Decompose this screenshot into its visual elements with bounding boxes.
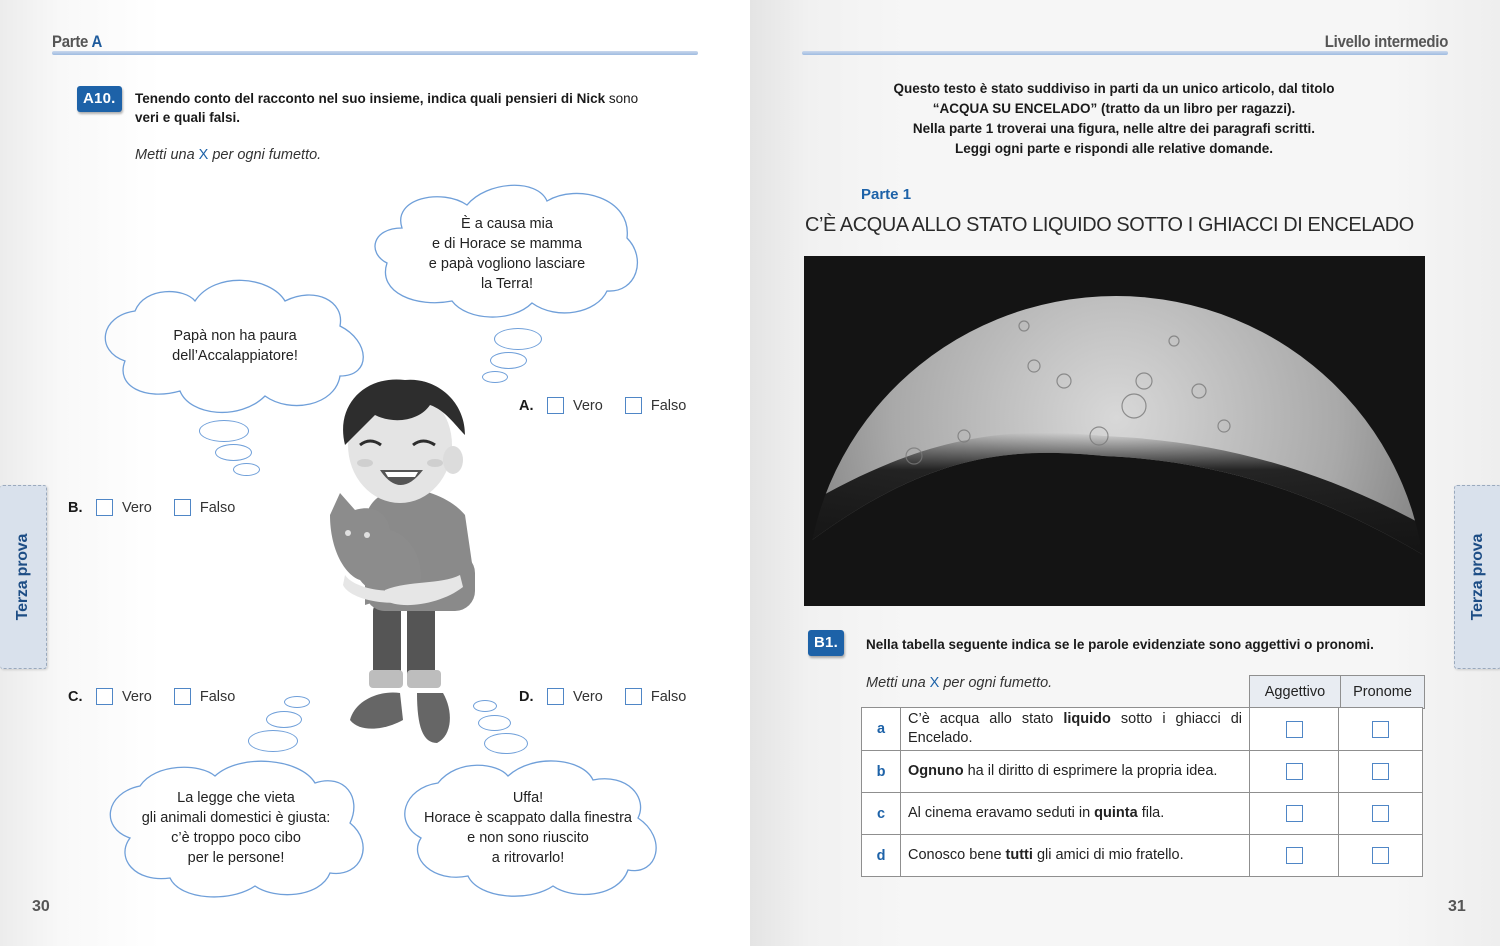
answer-table <box>861 707 1423 877</box>
vero-checkbox[interactable] <box>547 688 564 705</box>
vero-label: Vero <box>122 688 152 705</box>
header-rule <box>52 51 698 55</box>
section-header: Parte A <box>52 32 102 51</box>
page-number: 30 <box>32 898 50 915</box>
falso-label: Falso <box>199 688 236 705</box>
vero-checkbox[interactable] <box>96 499 113 516</box>
page-number: 31 <box>1448 898 1466 915</box>
pronome-checkbox[interactable] <box>1372 763 1389 780</box>
vero-checkbox[interactable] <box>547 397 564 414</box>
cloud-text: Papà non ha paura dell’Accalappiatore! <box>172 328 298 364</box>
falso-checkbox[interactable] <box>625 397 642 414</box>
row-sentence: Al cinema eravamo seduti in quinta fila. <box>901 793 1250 835</box>
thought-bubble <box>494 328 542 350</box>
thought-bubble <box>233 463 260 476</box>
row-sentence: Conosco bene tutti gli amici di mio fratello. <box>901 835 1250 877</box>
vero-checkbox[interactable] <box>96 688 113 705</box>
thought-bubble <box>215 444 252 461</box>
vero-label: Vero <box>573 397 603 414</box>
answer-letter: D. <box>519 688 534 705</box>
thought-bubble <box>248 730 298 752</box>
answer-letter: C. <box>68 688 83 705</box>
moon-image <box>804 256 1425 606</box>
pronome-checkbox[interactable] <box>1372 721 1389 738</box>
vero-label: Vero <box>573 688 603 705</box>
answer-row-c <box>68 688 257 705</box>
table-row <box>862 708 1423 751</box>
falso-label: Falso <box>650 688 687 705</box>
row-sentence: Ognuno ha il diritto di esprimere la propria idea. <box>901 751 1250 793</box>
thought-bubble <box>199 420 249 442</box>
aggettivo-checkbox[interactable] <box>1286 805 1303 822</box>
question-text: Nella tabella seguente indica se le parole evidenziate sono aggettivi o pronomi. <box>866 637 1374 652</box>
table-row <box>862 751 1423 793</box>
table-row <box>862 835 1423 877</box>
thought-cloud-c <box>100 758 372 898</box>
side-tab: Terza prova <box>0 485 47 669</box>
cloud-text: È a causa mia e di Horace se mamma e papà vogliono lasciare la Terra! <box>428 216 586 292</box>
answer-letter: B. <box>68 499 83 516</box>
cloud-text: Uffa! Horace è scappato dalla finestra e non sono riuscito a ritrovarlo! <box>424 790 632 866</box>
row-letter: b <box>862 751 901 793</box>
column-header-pronome: Pronome <box>1341 676 1425 709</box>
answer-row-b <box>68 499 257 516</box>
thought-bubble <box>482 371 508 383</box>
thought-bubble <box>490 352 527 369</box>
article-title: C’È ACQUA ALLO STATO LIQUIDO SOTTO I GHIACCI DI ENCELADO <box>805 213 1414 236</box>
aggettivo-checkbox[interactable] <box>1286 763 1303 780</box>
section-label: Parte 1 <box>861 186 912 203</box>
thought-cloud-a <box>372 183 642 318</box>
column-header-aggettivo: Aggettivo <box>1250 676 1341 709</box>
answer-letter: A. <box>519 397 534 414</box>
thought-bubble <box>484 733 528 754</box>
falso-checkbox[interactable] <box>174 688 191 705</box>
answer-row-a <box>519 397 708 414</box>
falso-label: Falso <box>650 397 687 414</box>
thought-bubble <box>284 696 310 708</box>
row-letter: c <box>862 793 901 835</box>
falso-checkbox[interactable] <box>174 499 191 516</box>
question-text: Tenendo conto del racconto nel suo insieme, indica quali pensieri di Nick sono veri e quali falsi. <box>135 91 639 125</box>
thought-cloud-d <box>393 758 665 898</box>
thought-bubble <box>266 711 302 728</box>
aggettivo-checkbox[interactable] <box>1286 847 1303 864</box>
instruction: Metti una X per ogni fumetto. <box>135 147 322 163</box>
row-letter: a <box>862 708 901 751</box>
intro-text: Questo testo è stato suddiviso in parti da un unico articolo, dal titolo “ACQUA SU ENCELADO” (tratto da un libro per ragazzi). Nella parte 1 troverai una figura, nelle altre dei paragrafi scritti. Leggi ogni parte e rispondi alle relative domande. <box>893 81 1335 156</box>
question-badge: A10. <box>77 86 122 112</box>
side-tab: Terza prova <box>1454 485 1500 669</box>
falso-checkbox[interactable] <box>625 688 642 705</box>
level-header: Livello intermedio <box>1324 32 1448 51</box>
falso-label: Falso <box>199 499 236 516</box>
enceladus-photo <box>804 256 1425 606</box>
table-row <box>862 793 1423 835</box>
answer-row-d <box>519 688 708 705</box>
boy-holding-cat-illustration <box>325 375 485 750</box>
instruction: Metti una X per ogni fumetto. <box>866 675 1053 691</box>
table-header <box>1249 675 1425 709</box>
vero-label: Vero <box>122 499 152 516</box>
pronome-checkbox[interactable] <box>1372 847 1389 864</box>
aggettivo-checkbox[interactable] <box>1286 721 1303 738</box>
pronome-checkbox[interactable] <box>1372 805 1389 822</box>
row-letter: d <box>862 835 901 877</box>
question-badge: B1. <box>808 630 844 656</box>
row-sentence: C’è acqua allo stato liquido sotto i ghiacci di Encelado. <box>901 708 1250 751</box>
cloud-text: La legge che vieta gli animali domestici è giusta: c’è troppo poco cibo per le persone! <box>141 790 331 866</box>
header-rule <box>802 51 1448 55</box>
